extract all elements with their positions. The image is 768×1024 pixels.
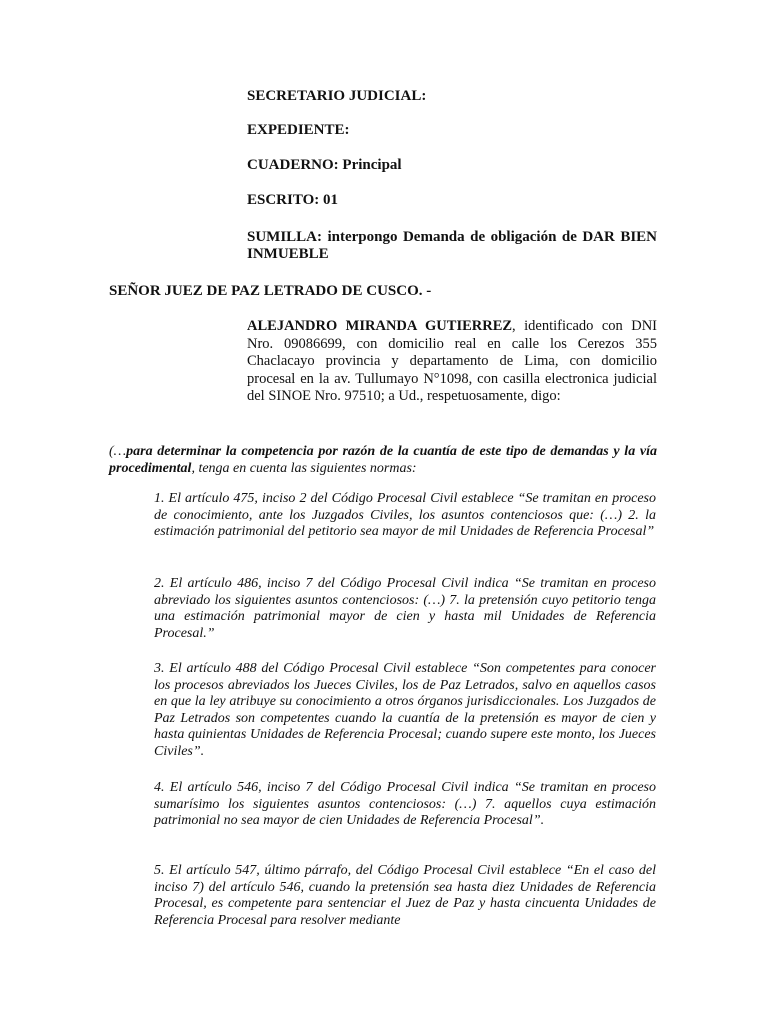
competence-note — [109, 443, 657, 477]
secretario-label: SECRETARIO JUDICIAL: — [247, 88, 427, 104]
note-suffix: , tenga en cuenta las siguientes normas: — [191, 461, 417, 476]
addressee-heading: SEÑOR JUEZ DE PAZ LETRADO DE CUSCO. - — [109, 283, 432, 299]
article-item: 1. El artículo 475, inciso 2 del Código Procesal Civil establece “Se tramitan en proceso de conocimiento, ante los Juzgados Civiles, los asuntos contenciosos que: (…) 2. la estimación patrimonial del petitorio sea mayor de mil Unidades de Referencia Procesal” — [154, 491, 656, 539]
escrito-label: ESCRITO: — [247, 192, 320, 208]
secretario-field — [247, 88, 657, 105]
escrito-field — [247, 192, 657, 209]
plaintiff-name: ALEJANDRO MIRANDA GUTIERREZ — [247, 318, 513, 334]
expediente-label: EXPEDIENTE: — [247, 122, 350, 138]
note-prefix: (… — [109, 444, 127, 459]
cuaderno-value: Principal — [342, 157, 402, 173]
sumilla-label: SUMILLA: — [247, 229, 323, 245]
expediente-field — [247, 122, 657, 139]
article-item: 4. El artículo 546, inciso 7 del Código Procesal Civil indica “Se tramitan en proceso sumarísimo los siguientes asuntos contenciosos: (…) 7. aquellos cuya estimación patrimonial no sea mayor de cien Unidades de Referencia Procesal”. — [154, 780, 656, 828]
intro-paragraph — [247, 318, 657, 406]
intro-text: , identificado con DNI Nro. 09086699, con domicilio real en calle los Cerezos 355 Chaclacayo provincia y departamento de Lima, con domicilio procesal en la av. Tullumayo N°1098, con casilla electronica judicial del SINOE Nro. 97510; a Ud., respetuosamente, digo: — [247, 318, 657, 404]
note-bold-text: para determinar la competencia por razón de la cuantía de este tipo de demandas y la vía procedimental — [109, 444, 657, 476]
article-item: 3. El artículo 488 del Código Procesal Civil establece “Son competentes para conocer los procesos abreviados los Jueces Civiles, los de Paz Letrados, salvo en aquellos casos en que la ley atribuye su conocimiento a otros órganos jurisdiccionales. Los Juzgados de Paz Letrados son competentes cuando la cuantía de la pretensión es mayor de cien y hasta quinientas Unidades de Referencia Procesal; cuando supere este monto, los Jueces Civiles”. — [154, 661, 656, 759]
article-item: 2. El artículo 486, inciso 7 del Código Procesal Civil indica “Se tramitan en proceso abreviado los siguientes asuntos contenciosos: (…) 7. la pretensión cuyo petitorio tenga una estimación patrimonial mayor de cien y hasta mil Unidades de Referencia Procesal.” — [154, 576, 656, 641]
escrito-value: 01 — [323, 192, 338, 208]
cuaderno-label: CUADERNO: — [247, 157, 339, 173]
sumilla-value: interpongo Demanda de obligación de DAR BIEN INMUEBLE — [247, 229, 657, 262]
article-item: 5. El artículo 547, último párrafo, del Código Procesal Civil establece “En el caso del inciso 7) del artículo 546, cuando la pretensión sea hasta diez Unidades de Referencia Procesal, es competente para sentenciar el Juez de Paz y hasta cincuenta Unidades de Referencia Procesal para resolver mediante — [154, 863, 656, 928]
cuaderno-field — [247, 157, 657, 174]
sumilla-field — [247, 229, 657, 263]
